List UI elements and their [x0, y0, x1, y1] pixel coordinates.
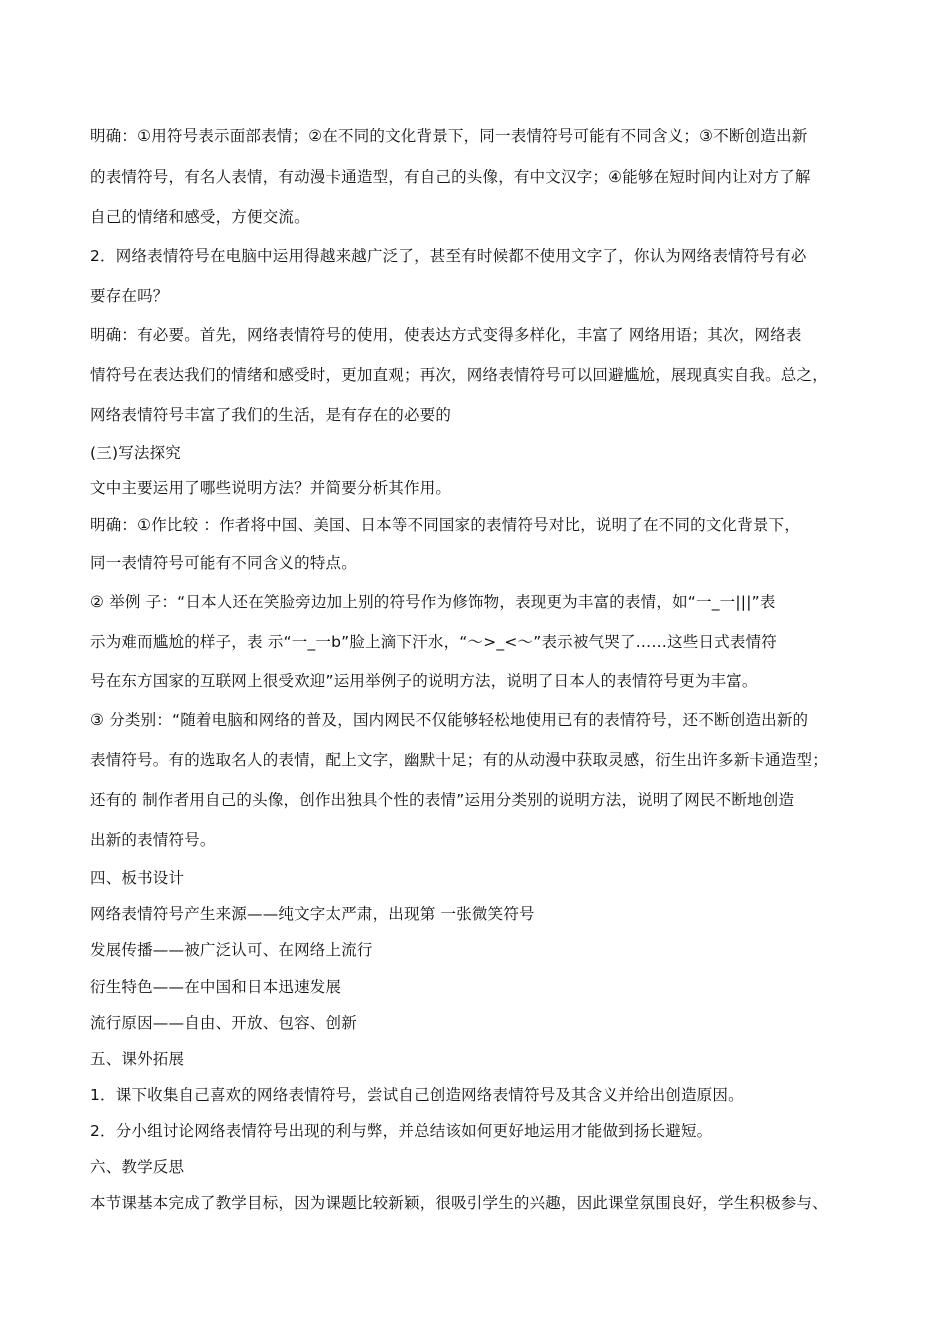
- question-line: 文中主要运用了哪些说明方法？并简要分析其作用。: [90, 479, 452, 497]
- paragraph-line: 明确：①作比较 ：作者将中国、美国、日本等不同国家的表情符号对比，说明了在不同的文化背景下，: [90, 516, 801, 534]
- extension-item: 1．课下收集自己喜欢的网络表情符号，尝试自己创造网络表情符号及其含义并给出创造原因。: [90, 1086, 744, 1104]
- paragraph-line: 自己的情绪和感受，方便交流。: [90, 208, 310, 226]
- section-heading: 五、课外拓展: [90, 1050, 185, 1068]
- board-design-line: 衍生特色——在中国和日本迅速发展: [90, 978, 342, 996]
- board-design-line: 发展传播——被广泛认可、在网络上流行: [90, 941, 373, 959]
- paragraph-line: 本节课基本完成了教学目标，因为课题比较新颖，很吸引学生的兴趣，因此课堂氛围良好，学生积极参与、: [90, 1194, 828, 1212]
- paragraph-line: 网络表情符号丰富了我们的生活，是有存在的必要的: [90, 406, 452, 424]
- paragraph-line: 明确：①用符号表示面部表情；②在不同的文化背景下，同一表情符号可能有不同含义；③不断创造出新: [90, 127, 808, 145]
- paragraph-line: 的表情符号，有名人表情，有动漫卡通造型，有自己的头像，有中文汉字；④能够在短时间内让对方了解: [90, 168, 811, 186]
- section-heading: (三)写法探究: [90, 444, 181, 462]
- extension-item: 2．分小组讨论网络表情符号出现的利与弊，并总结该如何更好地运用才能做到扬长避短。: [90, 1122, 713, 1140]
- paragraph-line: 同一表情符号可能有不同含义的特点。: [90, 554, 357, 572]
- question-line: 要存在吗？: [90, 287, 169, 305]
- paragraph-line: 还有的 制作者用自己的头像，创作出独具个性的表情”运用分类别的说明方法，说明了网民不断地创造: [90, 791, 795, 809]
- paragraph-line: 情符号在表达我们的情绪和感受时，更加直观；再次，网络表情符号可以回避尴尬，展现真实自我。总之，: [90, 366, 828, 384]
- paragraph-line: 出新的表情符号。: [90, 831, 216, 849]
- board-design-line: 网络表情符号产生来源——纯文字太严肃，出现第 一张微笑符号: [90, 905, 535, 923]
- section-heading: 四、板书设计: [90, 869, 185, 887]
- paragraph-line: 表情符号。有的选取名人的表情，配上文字，幽默十足；有的从动漫中获取灵感，衍生出许多新卡通造型；: [90, 751, 828, 769]
- paragraph-line: 号在东方国家的互联网上很受欢迎”运用举例子的说明方法，说明了日本人的表情符号更为丰富。: [90, 672, 758, 690]
- board-design-line: 流行原因——自由、开放、包容、创新: [90, 1014, 357, 1032]
- paragraph-line: ② 举例 子：“日本人还在笑脸旁边加上别的符号作为修饰物，表现更为丰富的表情，如“一_一|||”表: [90, 593, 776, 611]
- question-line: 2．网络表情符号在电脑中运用得越来越广泛了，甚至有时候都不使用文字了，你认为网络表情符号有必: [90, 247, 807, 265]
- section-heading: 六、教学反思: [90, 1158, 185, 1176]
- paragraph-line: 示为难而尴尬的样子，表 示“一_一b”脸上滴下汗水，“～>_<～”表示被气哭了……这些日式表情符: [90, 633, 777, 651]
- paragraph-line: 明确：有必要。首先，网络表情符号的使用，使表达方式变得多样化，丰富了 网络用语；其次，网络表: [90, 326, 802, 344]
- paragraph-line: ③ 分类别：“随着电脑和网络的普及，国内网民不仅能够轻松地使用已有的表情符号，还不断创造出新的: [90, 711, 809, 729]
